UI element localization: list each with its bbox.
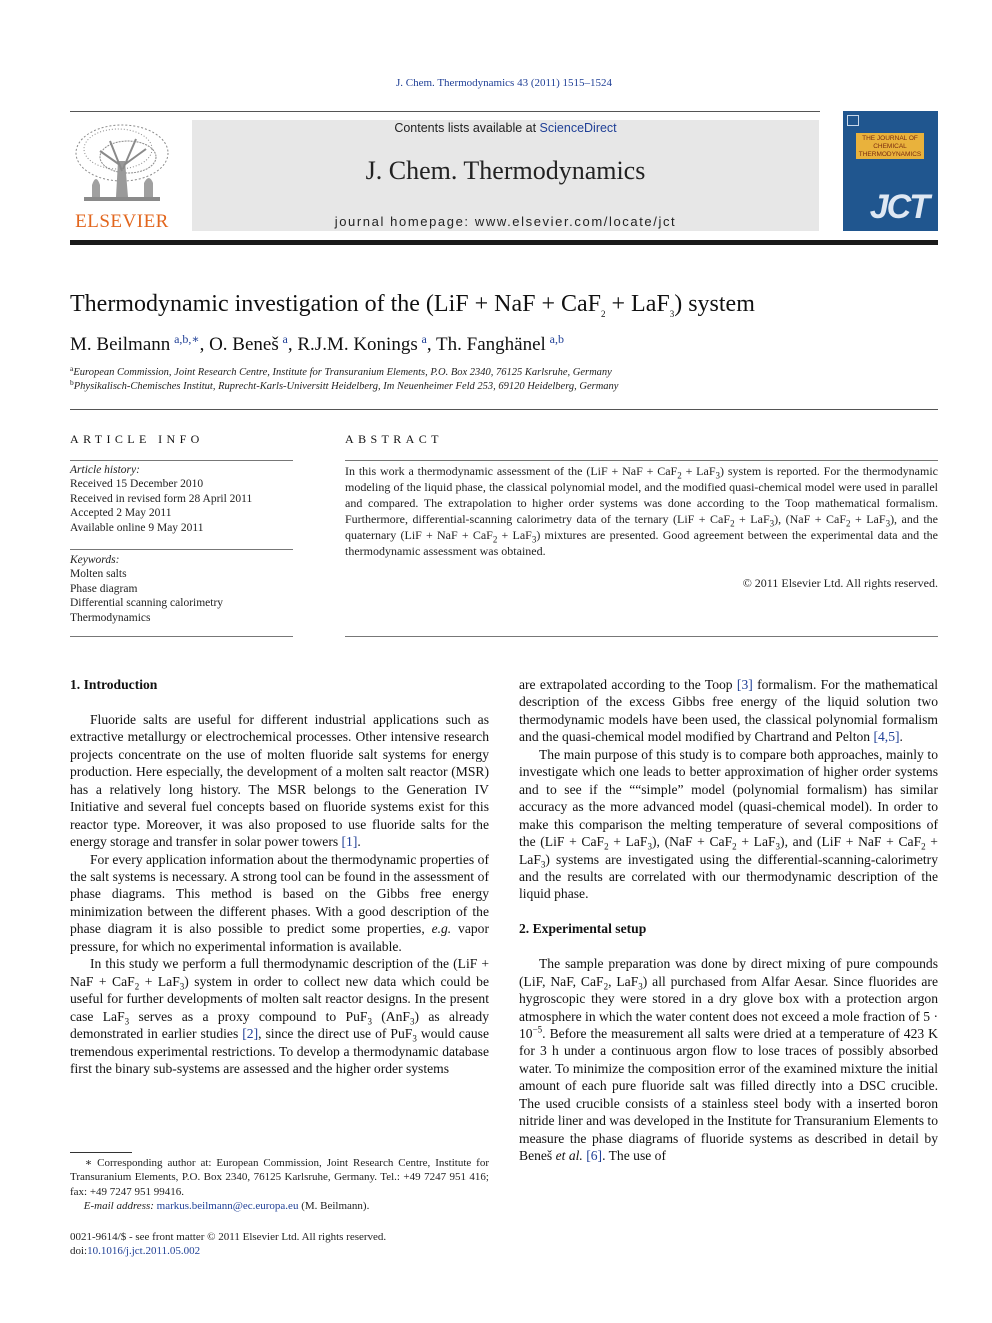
- history-label: Article history:: [70, 464, 140, 476]
- doi-prefix: doi:: [70, 1245, 88, 1258]
- setup-paragraph: The sample preparation was done by direct mixing of pure compounds (LiF, NaF, CaF$_2$, LaF$_3$) all purchased from Alfar Aesar. Since fluorides are hygroscopic they were stored in a dry glove box with a protection argon atmosphere in which the water content does not exceed a mole fraction of $5 \cdot 10^{-5}$. Before the measurement all salts were dried at a temperature of 423 K for 3 h under a continuous argon flow to lose traces of possibly absorbed water. To minimize the composition error of the examined mixture the initial amount of each pure fluoride salt was filled directly into a DSC crucible. The used crucible consists of a stainless steel body with a inserted boron nitride liner and was developed in the Institute for Transuranium Elements to measure the phase diagrams of fluoride systems as described in detail by Beneš et al. [6]. The use of: [519, 956, 938, 1164]
- author-email-link[interactable]: markus.beilmann@ec.europa.eu: [156, 1200, 299, 1213]
- affiliation-mark: b: [70, 378, 74, 387]
- title-rule: [70, 409, 938, 410]
- citation-link[interactable]: [6]: [586, 1148, 603, 1164]
- homepage-prefix: journal homepage:: [334, 214, 475, 229]
- keyword-item: Molten salts: [70, 568, 127, 581]
- history-item: Received in revised form 28 April 2011: [70, 492, 253, 505]
- header-rule: [70, 111, 820, 112]
- intro-paragraph: In this study we perform a full thermodynamic description of the (LiF + NaF + CaF$_2$ + LaF$_3$) system in order to collect new data which could be useful for further developments of molten salt reactor designs. In the present case LaF$_3$ serves as a proxy compound to PuF$_3$ (AnF$_3$) as already demonstrated in earlier studies [2], since the direct use of PuF$_3$ would cause tremendous experimental restrictions. To develop a thermodynamic database first the binary sub-systems are assessed and the higher order systems: [70, 956, 490, 1076]
- footnote-rule: [70, 1152, 132, 1153]
- cover-emblem-icon: [847, 115, 859, 126]
- affiliation-b: [70, 378, 619, 392]
- footnote-text: Corresponding author at: European Commission, Joint Research Centre, Institute for Transuranium Elements, P.O. Box 2340, 76125 Karlsruhe, Germany. Tel.: +49 7247 951 416; fax: +49 7247 951 99416.: [70, 1157, 490, 1198]
- author-affiliation-mark[interactable]: a: [421, 332, 427, 346]
- intro-paragraph: Fluoride salts are useful for different industrial applications such as extractive metallurgy or electrochemical processes. Other intensive research projects concentrate on the use of molten fluoride salt systems for energy production. Here especially, the development of a molten salt reactor (MSR) has a relatively long history. The MSR belongs to the Generation IV Initiative and several fuel concepts based on fluoride systems exist for this reactor type. Moreover, it was also proposed to use fluoride salts for the energy storage and transfer in solar power towers [1].: [70, 711, 489, 850]
- journal-masthead: [192, 120, 819, 231]
- intro-paragraph: For every application information about the thermodynamic properties of the salt systems is necessary. A strong tool can be found in the assessment of phase diagrams. This method is based on the Gibbs free energy minimization between the different phases. With a good description of the phase diagram it is also possible to predict some properties, e.g. vapor pressure, for which no experimental information is available.: [70, 851, 489, 954]
- abstract-rule: [345, 460, 938, 461]
- elsevier-tree-icon: [70, 121, 174, 207]
- author-affiliation-mark[interactable]: a,b: [549, 332, 564, 346]
- article-history: [70, 463, 293, 535]
- title-part: + LaF: [605, 291, 670, 317]
- author-affiliation-mark[interactable]: a: [282, 332, 288, 346]
- author-name[interactable]: M. Beilmann: [70, 334, 171, 355]
- abstract-text: In this work a thermodynamic assessment of the (LiF + NaF + CaF$_2$ + LaF$_3$) system is reported. For the thermodynamic modeling of the liquid phase, the classical polynomial model, and the modified quasi-chemical model were used in parallel and compared. The extrapolation to higher order systems was done according to the Toop mathematical formalism. Furthermore, differential-scanning calorimetry data of the ternary (LiF + CaF$_2$ + LaF$_3$), (NaF + CaF$_2$ + LaF$_3$), and the quaternary (LiF + NaF + CaF$_2$ + LaF$_3$) mixtures are presented. Good agreement between the experimental data and the thermodynamic assessment was obtained.: [345, 464, 939, 558]
- issn-line: 0021-9614/$ - see front matter © 2011 Elsevier Ltd. All rights reserved.: [70, 1231, 387, 1243]
- affiliation-text: Physikalisch-Chemisches Institut, Ruprecht-Karls-Universitt Heidelberg, Im Neuenheimer Feld 253, 69120 Heidelberg, Germany: [73, 381, 619, 392]
- affiliation-text: European Commission, Joint Research Centre, Institute for Transuranium Elements, P.O. Box 2340, 76125 Karlsruhe, Germany: [73, 367, 612, 378]
- journal-title: J. Chem. Thermodynamics: [365, 156, 646, 185]
- citation-link[interactable]: [2]: [242, 1026, 259, 1042]
- elsevier-wordmark: ELSEVIER: [75, 211, 169, 232]
- keywords-label: Keywords:: [70, 554, 120, 566]
- journal-citation[interactable]: J. Chem. Thermodynamics 43 (2011) 1515–1524: [395, 77, 612, 89]
- author-list: M. Beilmann $^{a,b,∗}$, O. Beneš $^a$, R.J.M. Konings $^a$, Th. Fanghänel $^{a,b}$: [70, 332, 564, 355]
- title-subscript: 3: [669, 308, 675, 319]
- author-name[interactable]: Th. Fanghänel: [436, 334, 546, 355]
- contents-line: [192, 121, 819, 135]
- title-part: Thermodynamic investigation of the (LiF + NaF + CaF: [70, 291, 601, 317]
- body-column-left: [70, 676, 489, 1077]
- contents-prefix: Contents lists available at: [394, 121, 540, 135]
- body-column-right: [519, 676, 938, 1165]
- title-part: ) system: [674, 291, 755, 317]
- citation-link[interactable]: [3]: [736, 677, 753, 692]
- history-item: Available online 9 May 2011: [70, 521, 204, 534]
- email-label: E-mail address:: [83, 1200, 154, 1213]
- section-heading-introduction: 1. Introduction: [70, 677, 158, 692]
- info-rule: [70, 549, 293, 550]
- keyword-item: Phase diagram: [70, 582, 138, 595]
- journal-cover-thumbnail[interactable]: [843, 111, 938, 231]
- citation-link[interactable]: [1]: [341, 834, 358, 850]
- author-name[interactable]: R.J.M. Konings: [297, 334, 418, 355]
- affiliation-a: [70, 364, 612, 378]
- journal-homepage: [192, 214, 819, 229]
- history-item: Accepted 2 May 2011: [70, 507, 172, 520]
- email-owner: (M. Beilmann).: [298, 1200, 370, 1213]
- keywords: [70, 553, 293, 625]
- history-item: Received 15 December 2010: [70, 478, 204, 491]
- info-rule: [70, 460, 293, 461]
- elsevier-logo[interactable]: [70, 121, 174, 231]
- info-rule: [70, 636, 293, 637]
- citation-link[interactable]: [4,5]: [873, 729, 900, 745]
- author-affiliation-mark[interactable]: a,b,∗: [174, 332, 200, 346]
- footnote-mark: ∗: [84, 1157, 93, 1169]
- affiliation-mark: a: [70, 364, 74, 373]
- homepage-link[interactable]: www.elsevier.com/locate/jct: [474, 214, 677, 229]
- corresponding-author-footnote: [70, 1156, 489, 1214]
- article-title: [70, 291, 755, 318]
- copyright-notice: © 2011 Elsevier Ltd. All rights reserved.: [742, 576, 938, 590]
- sciencedirect-link[interactable]: ScienceDirect: [539, 121, 617, 135]
- header-thick-rule: [70, 240, 938, 245]
- page-footer: [70, 1230, 570, 1259]
- intro-paragraph: The main purpose of this study is to compare both approaches, mainly to investigate which one leads to better approximation of higher order systems and to see if the ““simple” model (polynomial formalism) has similar accuracy as the more advanced model (quasi-chemical model). In order to make this comparison the melting temperature of several compositions of the (LiF + CaF$_2$ + LaF$_3$), (NaF + CaF$_2$ + LaF$_3$), and (LiF + NaF + CaF$_2$ + LaF$_3$) systems are investigated using the differential-scanning-calorimetry and the results are correlated with our thermodynamic description of the liquid phase.: [519, 746, 938, 902]
- intro-paragraph-continued: are extrapolated according to the Toop [3] formalism. For the mathematical description of the excess Gibbs free energy of the liquid solution two thermodynamic models have been used, the classical polynomial formalism and the quasi-chemical model modified by Chartrand and Pelton [4,5].: [519, 677, 939, 745]
- title-subscript: 2: [601, 308, 606, 319]
- abstract-rule: [345, 636, 938, 637]
- keyword-item: Thermodynamics: [70, 611, 151, 624]
- author-name[interactable]: O. Beneš: [209, 334, 279, 355]
- section-heading-experimental-setup: 2. Experimental setup: [519, 921, 647, 937]
- article-info-heading: ARTICLE INFO: [70, 432, 204, 446]
- abstract-heading: ABSTRACT: [345, 432, 443, 446]
- cover-label: THE JOURNAL OF CHEMICAL THERMODYNAMICS: [856, 133, 924, 159]
- keyword-item: Differential scanning calorimetry: [70, 597, 224, 610]
- doi-link[interactable]: 10.1016/j.jct.2011.05.002: [87, 1245, 201, 1258]
- cover-mark: JCT: [869, 188, 928, 226]
